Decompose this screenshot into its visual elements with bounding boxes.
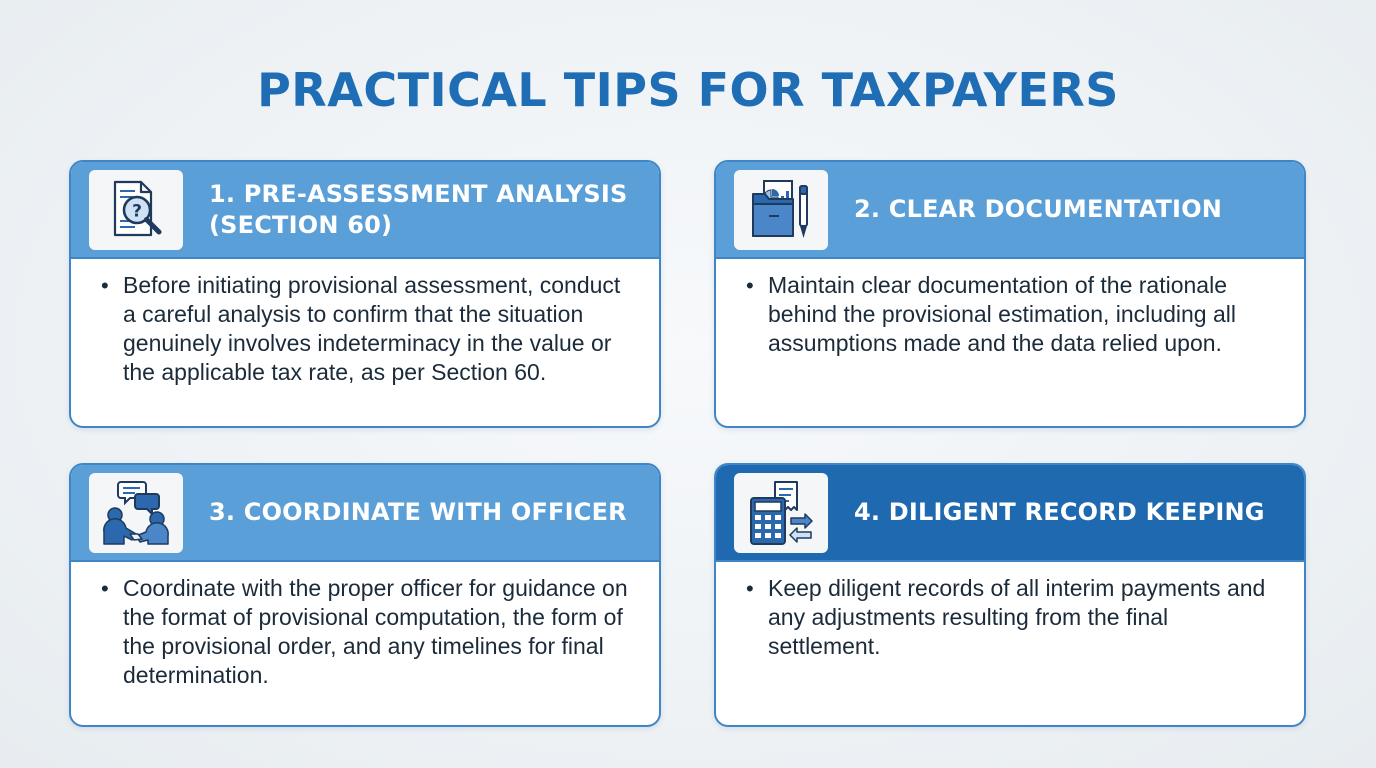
card-title: 1. PRE-ASSESSMENT ANALYSIS (SECTION 60)	[209, 179, 628, 239]
card-body	[71, 259, 659, 387]
bullet-dot: •	[101, 576, 109, 601]
list-item	[101, 271, 639, 387]
card-body	[716, 562, 1304, 661]
bullet-text: Keep diligent records of all interim payments and any adjustments resulting from the final settlement.	[768, 575, 1266, 659]
tip-card-documentation	[714, 160, 1306, 428]
bullet-text: Before initiating provisional assessment, conduct a careful analysis to confirm that the situation genuinely involves indeterminacy in the value or the applicable tax rate, as per Section 60.	[123, 272, 621, 385]
card-header	[71, 162, 659, 259]
list-item	[746, 271, 1284, 358]
bullet-dot: •	[746, 273, 754, 298]
calculator-receipt-icon	[745, 478, 817, 548]
card-body	[716, 259, 1304, 358]
card-header	[716, 162, 1304, 259]
bullet-text: Maintain clear documentation of the rationale behind the provisional estimation, including all assumptions made and the data relied upon.	[768, 272, 1236, 356]
bullet-dot: •	[101, 273, 109, 298]
list-item	[101, 574, 639, 690]
folder-report-pen-icon	[747, 176, 815, 244]
bullet-dot: •	[746, 576, 754, 601]
page-title: PRACTICAL TIPS FOR TAXPAYERS	[257, 63, 1119, 117]
icon-tile	[734, 473, 828, 553]
card-body	[71, 562, 659, 690]
tip-card-record-keeping	[714, 463, 1306, 727]
tip-card-pre-assessment	[69, 160, 661, 428]
card-header	[716, 465, 1304, 562]
tip-card-coordinate-officer	[69, 463, 661, 727]
list-item	[746, 574, 1284, 661]
card-title: 4. DILIGENT RECORD KEEPING	[854, 498, 1265, 526]
card-title: 2. CLEAR DOCUMENTATION	[854, 195, 1223, 223]
icon-tile	[734, 170, 828, 250]
card-header	[71, 465, 659, 562]
card-title: 3. COORDINATE WITH OFFICER	[209, 498, 627, 526]
svg-text:?: ?	[132, 201, 142, 221]
icon-tile	[89, 473, 183, 553]
bullet-text: Coordinate with the proper officer for guidance on the format of provisional computation, the form of the provisional order, and any timelines for final determination.	[123, 575, 628, 688]
document-magnifier-icon	[103, 177, 169, 243]
handshake-chat-icon	[100, 478, 172, 548]
icon-tile	[89, 170, 183, 250]
